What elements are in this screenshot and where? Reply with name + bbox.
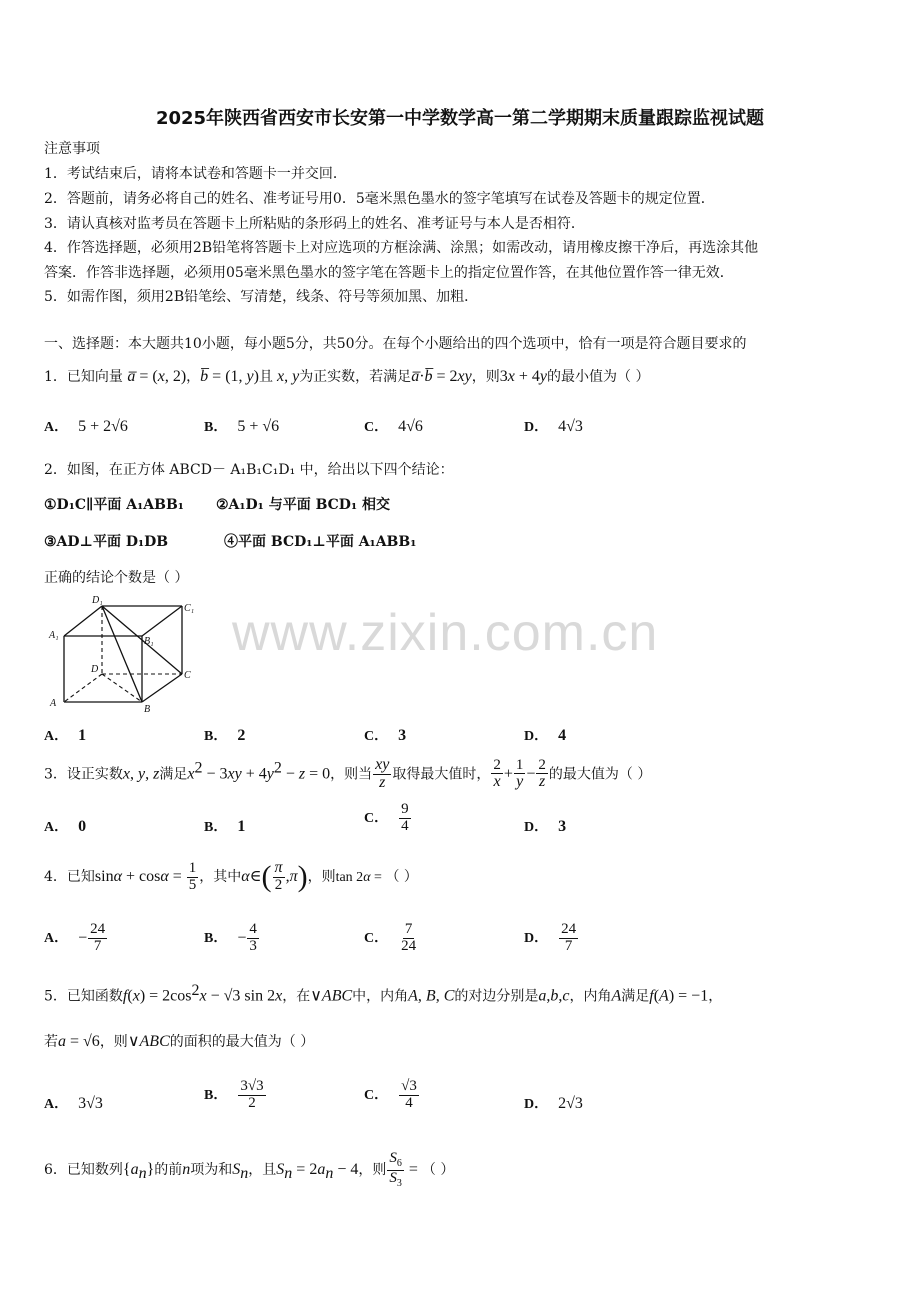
q4-option-b[interactable]: B． − $\frac{4}{3}$: [204, 921, 257, 954]
cube-label: A: [50, 698, 57, 709]
question-6: 6．已知数列$\{a_n\}$的前n项为和$S_n$，且$S_n = 2a_n - 4$，则 $\frac{S_6}{S_3}$ = （ ）: [44, 1150, 455, 1189]
q5-option-d[interactable]: D． 2√3: [524, 1095, 583, 1112]
q1-text: 且: [258, 369, 273, 385]
q2-conclusion-3: ③AD⊥平面 D₁DB: [44, 534, 169, 550]
q3-option-d[interactable]: D． 3: [524, 818, 567, 835]
q1-option-d[interactable]: D． 4√3: [524, 418, 583, 435]
q1-option-a[interactable]: A． 5 + 2√6: [44, 418, 128, 435]
q2-option-b[interactable]: B． 2: [204, 727, 246, 744]
cube-label: D: [91, 664, 99, 675]
watermark: www.zixin.com.cn: [232, 604, 659, 662]
q1-text: 为正实数，若满足: [299, 369, 412, 385]
q2-conclusion-4: ④平面 BCD₁⊥平面 A₁ABB₁: [224, 534, 417, 550]
notice-item: 答案．作答非选择题，必须用05毫米黑色墨水的签字笔在答题卡上的指定位置作答，在其他位置作答一律无效．: [44, 265, 734, 281]
notice-heading: 注意事项: [44, 141, 100, 157]
question-5: 5．已知函数$f(x) = 2\cos^2x - √3$ sin 2x，在∨ABC中，内角A, B, C的对边分别是a,b,c，内角A满足f(A) = −1，: [44, 982, 723, 1005]
notice-item: 4．作答选择题，必须用2B铅笔将答题卡上对应选项的方框涂满、涂黑；如需改动，请用橡皮擦干净后，再选涂其他: [44, 240, 759, 256]
question-1: 1．已知向量 a̅ = (x, 2)，b̅ = (1, y)且 x, y为正实数，若满足a̅·b̅ = 2xy，则3x + 4y的最小值为（ ）: [44, 368, 650, 385]
notice-item: 2．答题前，请务必将自己的姓名、准考证号用0．5毫米黑色墨水的签字笔填写在试卷及答题卡的规定位置．: [44, 191, 715, 207]
q2-option-c[interactable]: C． 3: [364, 727, 407, 744]
q1-option-b[interactable]: B． 5 + √6: [204, 418, 280, 435]
question-2: 2．如图，在正方体 ABCD－ A₁B₁C₁D₁ 中，给出以下四个结论：: [44, 462, 454, 478]
cube-figure: [44, 594, 204, 716]
q1-text: ，则: [471, 369, 500, 385]
question-4: 4．已知sinα + cosα = $\frac{1}{5}$ ，其中α∈( $\frac{\pi}{2}$ ,π)，则tan 2α = （ ）: [44, 859, 418, 894]
q1-text: 已知向量: [66, 369, 123, 385]
q5-option-b[interactable]: B． $\frac{3√3}{2}$: [204, 1078, 264, 1111]
question-5-line-2: 若a = √6，则∨ABC的面积的最大值为（ ）: [44, 1033, 315, 1050]
q3-option-b[interactable]: B． 1: [204, 818, 246, 835]
q3-option-a[interactable]: A． 0: [44, 818, 87, 835]
q1-number: 1．: [44, 369, 67, 385]
cube-label: A₁: [49, 630, 59, 641]
q2-conclusion-1: ①D₁C∥平面 A₁ABB₁: [44, 497, 184, 513]
cube-label: B₁: [144, 636, 154, 647]
question-3: 3．设正实数x, y, z满足$x^2 - 3xy + 4y^2 - z = 0$，则当 $\frac{xy}{z}$ 取得最大值时， $\frac{2}{x}$ + $\frac{1}{y}$ − $\frac{2}{z}$ 的最大值为（ ）: [44, 756, 652, 791]
q4-option-d[interactable]: D． $\frac{24}{7}$: [524, 921, 577, 954]
q5-option-a[interactable]: A． 3√3: [44, 1095, 103, 1112]
section-heading: 一、选择题：本大题共10小题，每小题5分，共50分。在每个小题给出的四个选项中，恰有一项是符合题目要求的: [44, 336, 747, 352]
q1-text: 的最小值为（ ）: [547, 369, 650, 385]
q2-option-a[interactable]: A． 1: [44, 727, 87, 744]
q4-option-c[interactable]: C． $\frac{7}{24}$: [364, 921, 417, 954]
notice-item: 1．考试结束后，请将本试卷和答题卡一并交回．: [44, 166, 347, 182]
q2-conclusion-2: ②A₁D₁ 与平面 BCD₁ 相交: [216, 497, 390, 513]
q1-option-c[interactable]: C． 4√6: [364, 418, 423, 435]
cube-label: D₁: [92, 595, 103, 606]
q5-option-c[interactable]: C． $\frac{√3}{4}$: [364, 1078, 417, 1111]
notice-item: 5．如需作图，须用2B铅笔绘、写清楚，线条、符号等须加黑、加粗．: [44, 289, 479, 305]
q2-option-d[interactable]: D． 4: [524, 727, 567, 744]
q3-option-c[interactable]: C． $\frac{9}{4}$: [364, 801, 409, 834]
cube-label: C: [184, 670, 191, 681]
cube-label: C₁: [184, 603, 195, 614]
page-title: 2025年陕西省西安市长安第一中学数学高一第二学期期末质量跟踪监视试题: [155, 108, 765, 129]
notice-item: 3．请认真核对监考员在答题卡上所粘贴的条形码上的姓名、准考证号与本人是否相符．: [44, 216, 585, 232]
cube-label: B: [144, 704, 151, 715]
q2-ask: 正确的结论个数是（ ）: [44, 570, 189, 586]
q4-option-a[interactable]: A． − $\frac{24}{7}$: [44, 921, 106, 954]
q1-text: ，: [186, 369, 201, 385]
